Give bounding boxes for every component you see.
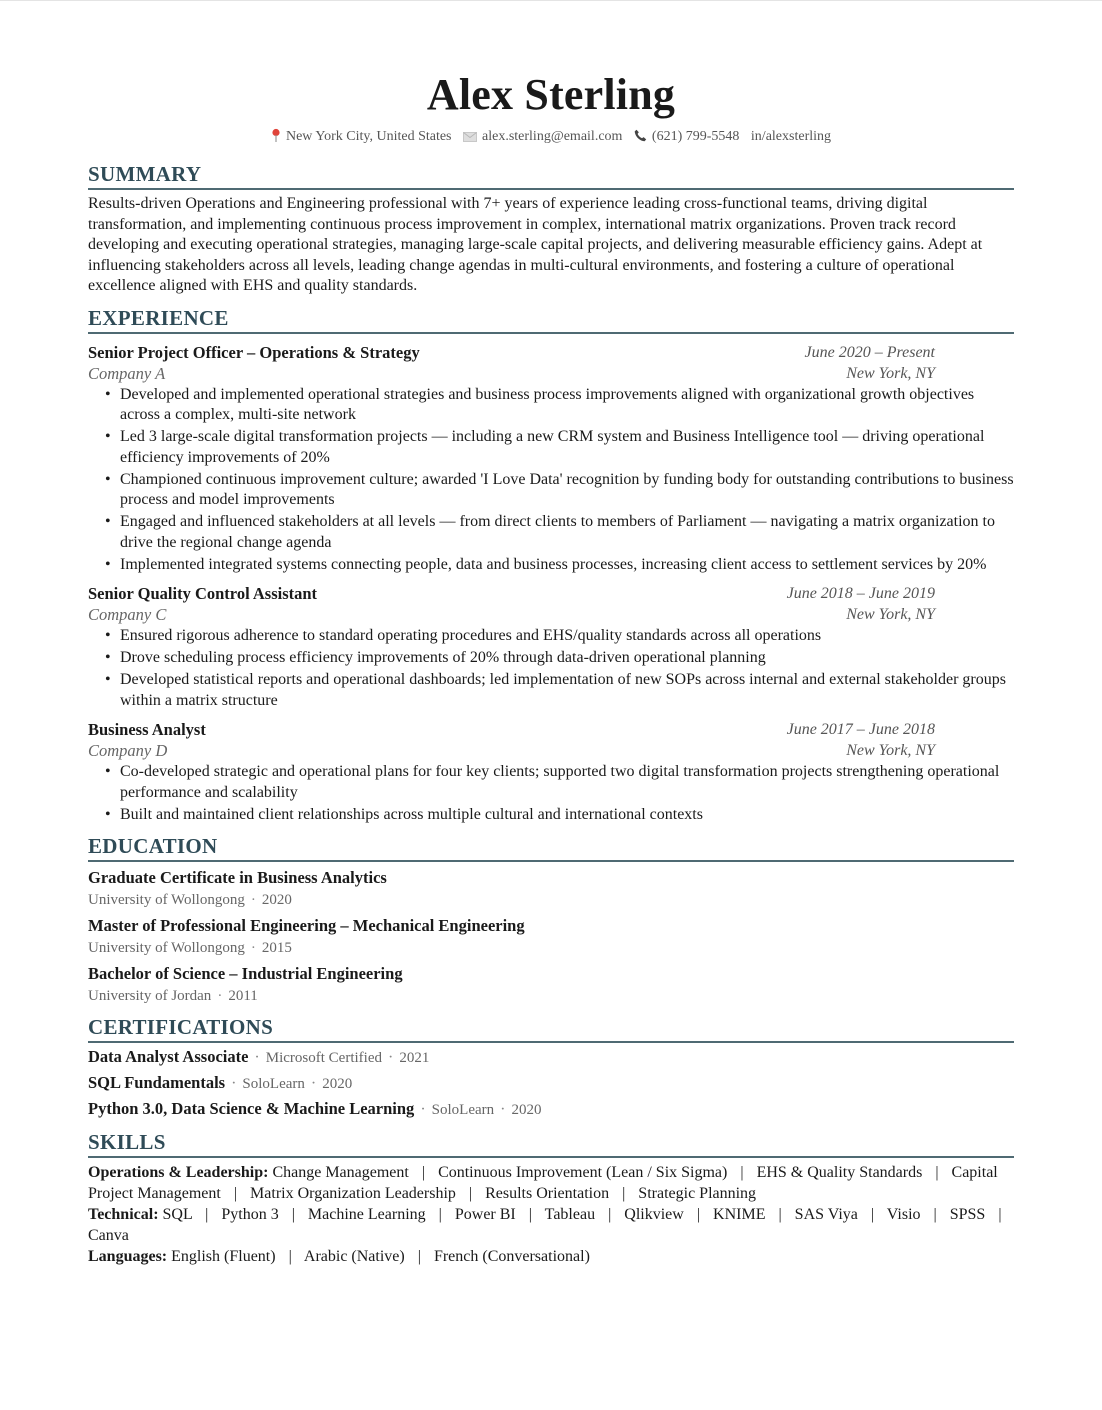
certification-name: Data Analyst Associate	[88, 1047, 249, 1066]
job-bullets	[88, 385, 1014, 576]
education-section	[88, 833, 1014, 1006]
skill-item: KNIME	[713, 1206, 766, 1223]
certification-entry	[88, 1072, 1014, 1095]
certification-issuer: Microsoft Certified	[265, 1050, 382, 1066]
certification-entry	[88, 1046, 1014, 1069]
skill-item: Capital Project Management	[88, 1164, 998, 1202]
bullet-item: • Championed continuous improvement culture; awarded 'I Love Data' recognition by funding body for outstanding contributions to business process and model improvements	[120, 470, 1014, 511]
contact-location	[271, 128, 452, 146]
skill-separator: |	[233, 1185, 238, 1202]
skill-category: Operations & Leadership:	[88, 1164, 269, 1181]
job-title: Business Analyst	[88, 720, 206, 739]
skill-separator: |	[608, 1206, 612, 1223]
job-title: Senior Project Officer – Operations & Strategy	[88, 342, 420, 362]
job-location: New York, NY	[846, 742, 935, 759]
skills-section	[88, 1129, 1014, 1267]
skill-item: Matrix Organization Leadership	[250, 1185, 456, 1202]
education-year: 2011	[228, 988, 258, 1004]
education-entry	[88, 963, 1014, 1006]
bullet-item: • Developed statistical reports and operational dashboards; led implementation of new SOPs across internal and external stakeholder groups within a matrix structure	[120, 670, 1014, 711]
skill-separator: |	[870, 1206, 875, 1223]
certification-year: 2020	[511, 1102, 542, 1118]
envelope-icon	[463, 132, 477, 142]
bullet-item: • Built and maintained client relationships across multiple cultural and international contexts	[120, 805, 1014, 826]
skill-separator: |	[696, 1206, 701, 1223]
summary-section	[88, 161, 1014, 297]
bullet-item: • Implemented integrated systems connecting people, data and business processes, increasing client access to settlement services by 20%	[120, 555, 1014, 576]
job-entry	[88, 583, 1014, 711]
education-degree: Graduate Certificate in Business Analytics	[88, 868, 387, 887]
job-dates: June 2018 – June 2019	[786, 585, 935, 602]
education-year: 2020	[261, 892, 292, 908]
experience-section	[88, 305, 1014, 826]
bullet-item: • Engaged and influenced stakeholders at all levels — from direct clients to members of Parliament — navigating a matrix organization to drive the regional change agenda	[120, 512, 1014, 553]
phone-icon	[634, 129, 647, 142]
candidate-name: Alex Sterling	[426, 70, 676, 119]
job-company: Company A	[88, 363, 166, 383]
skill-item: EHS & Quality Standards	[756, 1164, 923, 1181]
job-bullets	[88, 626, 1014, 711]
separator-dot: ·	[231, 1075, 237, 1092]
education-entry	[88, 915, 1014, 958]
summary-text: Results-driven Operations and Engineering professional with 7+ years of experience leading cross-functional teams, driving digital transformation, and implementing continuous process improvement in complex, international matrix organizations. Proven track record developing and executing operational strategies, managing large-scale capital projects, and delivering measurable efficiency gains. Adept at influencing stakeholders across all levels, leading change agendas in multi-cultural environments, and fostering a culture of operational excellence aligned with EHS and quality standards.	[88, 195, 983, 294]
education-degree: Bachelor of Science – Industrial Engineering	[88, 964, 403, 983]
education-heading: EDUCATION	[88, 833, 1014, 862]
bullet-item: • Co-developed strategic and operational plans for four key clients; supported two digital transformation projects strengthening operational performance and scalability	[120, 762, 1014, 803]
location-pin-icon	[271, 128, 281, 142]
skill-item: Visio	[886, 1206, 921, 1223]
contact-line	[88, 128, 1014, 146]
phone-text: (621) 799-5548	[651, 129, 740, 144]
certification-name: SQL Fundamentals	[88, 1073, 226, 1092]
education-entry	[88, 867, 1014, 910]
skill-separator: |	[998, 1206, 1002, 1223]
skill-category: Technical:	[88, 1206, 159, 1223]
contact-phone	[634, 128, 740, 146]
skill-item: Results Orientation	[485, 1185, 610, 1202]
separator-dot: ·	[250, 940, 256, 956]
skill-item: Canva	[88, 1227, 129, 1244]
summary-heading: SUMMARY	[88, 161, 1014, 190]
certification-issuer: SoloLearn	[242, 1076, 305, 1092]
skill-item: Python 3	[221, 1206, 279, 1223]
skill-item: SAS Viya	[794, 1206, 858, 1223]
skill-separator: |	[291, 1206, 295, 1223]
location-text: New York City, United States	[285, 129, 452, 144]
skill-item: Tableau	[544, 1206, 596, 1223]
job-title: Senior Quality Control Assistant	[88, 584, 318, 603]
certifications-heading: CERTIFICATIONS	[88, 1014, 1014, 1043]
skill-item: Qlikview	[624, 1206, 684, 1223]
bullet-item: • Developed and implemented operational strategies and business process improvements aligned with organizational growth objectives across a complex, multi-site network	[120, 385, 1014, 426]
separator-dot: ·	[500, 1101, 506, 1118]
skill-separator: |	[740, 1164, 744, 1181]
skill-item: Arabic (Native)	[303, 1248, 405, 1265]
education-degree: Master of Professional Engineering – Mechanical Engineering	[88, 916, 525, 935]
certification-name: Python 3.0, Data Science & Machine Learning	[88, 1099, 415, 1118]
skill-group	[88, 1204, 1014, 1246]
certifications-section	[88, 1014, 1014, 1121]
separator-dot: ·	[420, 1101, 426, 1118]
skill-item: SPSS	[949, 1206, 986, 1223]
education-school: University of Wollongong	[88, 940, 245, 956]
skill-separator: |	[528, 1206, 532, 1223]
skill-separator: |	[933, 1206, 937, 1223]
skill-item: English (Fluent)	[171, 1248, 276, 1265]
job-company: Company D	[88, 741, 168, 760]
skill-item: Power BI	[454, 1206, 516, 1223]
skill-category: Languages:	[88, 1248, 168, 1265]
certification-year: 2021	[399, 1050, 430, 1066]
email-text[interactable]: alex.sterling@email.com	[482, 129, 623, 144]
contact-email[interactable]	[463, 128, 622, 146]
skill-item: SQL	[162, 1206, 193, 1223]
contact-linkedin[interactable]: in/alexsterling	[750, 129, 832, 144]
skill-separator: |	[622, 1185, 626, 1202]
skill-item: French (Conversational)	[433, 1248, 590, 1265]
job-bullets	[88, 762, 1014, 825]
skills-heading: SKILLS	[88, 1129, 1014, 1158]
skill-item: Machine Learning	[307, 1206, 426, 1223]
skill-separator: |	[417, 1248, 421, 1265]
bullet-item: • Drove scheduling process efficiency improvements of 20% through data-driven operational planning	[120, 648, 1014, 669]
experience-heading: EXPERIENCE	[88, 305, 1014, 334]
skill-separator: |	[935, 1164, 939, 1181]
skill-separator: |	[205, 1206, 209, 1223]
skill-group	[88, 1246, 1014, 1267]
skill-separator: |	[438, 1206, 442, 1223]
bullet-item: • Ensured rigorous adherence to standard operating procedures and EHS/quality standards across all operations	[120, 626, 1014, 647]
job-dates: June 2020 – Present	[804, 343, 935, 361]
certification-entry	[88, 1098, 1014, 1121]
skill-item: Change Management	[272, 1164, 409, 1181]
education-school: University of Wollongong	[88, 892, 245, 908]
skill-separator: |	[778, 1206, 782, 1223]
separator-dot: ·	[310, 1075, 317, 1092]
education-year: 2015	[261, 940, 292, 956]
separator-dot: ·	[250, 892, 256, 908]
separator-dot: ·	[254, 1049, 260, 1066]
job-location: New York, NY	[846, 364, 935, 382]
skill-separator: |	[421, 1164, 426, 1181]
job-entry	[88, 719, 1014, 825]
separator-dot: ·	[387, 1049, 394, 1066]
skill-group	[88, 1162, 1014, 1204]
skill-item: Strategic Planning	[638, 1185, 757, 1202]
job-company: Company C	[88, 605, 167, 624]
skill-separator: |	[288, 1248, 292, 1265]
job-location: New York, NY	[846, 606, 935, 623]
certification-year: 2020	[322, 1076, 353, 1092]
separator-dot: ·	[217, 988, 223, 1004]
education-school: University of Jordan	[88, 988, 212, 1004]
job-entry	[88, 342, 1014, 576]
skills-body	[88, 1162, 1014, 1267]
skill-item: Continuous Improvement (Lean / Six Sigma)	[438, 1164, 728, 1181]
job-dates: June 2017 – June 2018	[786, 721, 935, 738]
bullet-item: • Led 3 large-scale digital transformation projects — including a new CRM system and Business Intelligence tool — driving operational efficiency improvements of 20%	[120, 427, 1014, 468]
certification-issuer: SoloLearn	[431, 1102, 495, 1118]
skill-separator: |	[468, 1185, 473, 1202]
